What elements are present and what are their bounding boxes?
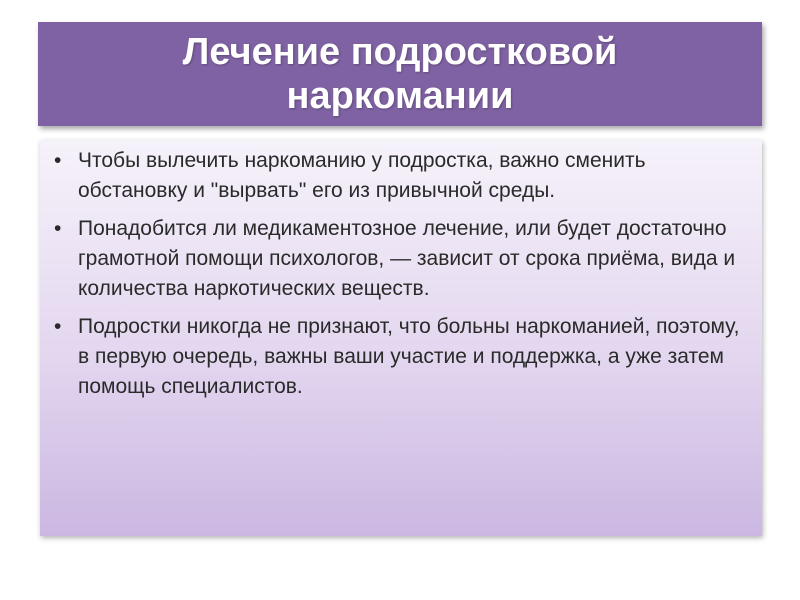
bullet-item [52,214,750,304]
bullet-item [52,146,750,206]
bullet-text: Подростки никогда не признают, что больны наркоманией, поэтому, в первую очередь, важны ваши участие и поддержка, а уже затем помощь специалистов. [78,315,740,398]
slide-title: Лечение подростковой наркомании [182,31,618,117]
bullet-item [52,312,750,402]
bullet-text: Чтобы вылечить наркоманию у подростка, важно сменить обстановку и "вырвать" его из привычной среды. [78,149,646,202]
bullet-list [52,146,750,402]
content-panel [40,140,762,536]
bullet-icon: • [54,217,62,240]
bullet-icon: • [54,315,62,338]
bullet-icon: • [54,149,62,172]
title-banner [38,22,762,126]
bullet-text: Понадобится ли медикаментозное лечение, или будет достаточно грамотной помощи психологов, — зависит от срока приёма, вида и количества наркотических веществ. [78,217,736,300]
